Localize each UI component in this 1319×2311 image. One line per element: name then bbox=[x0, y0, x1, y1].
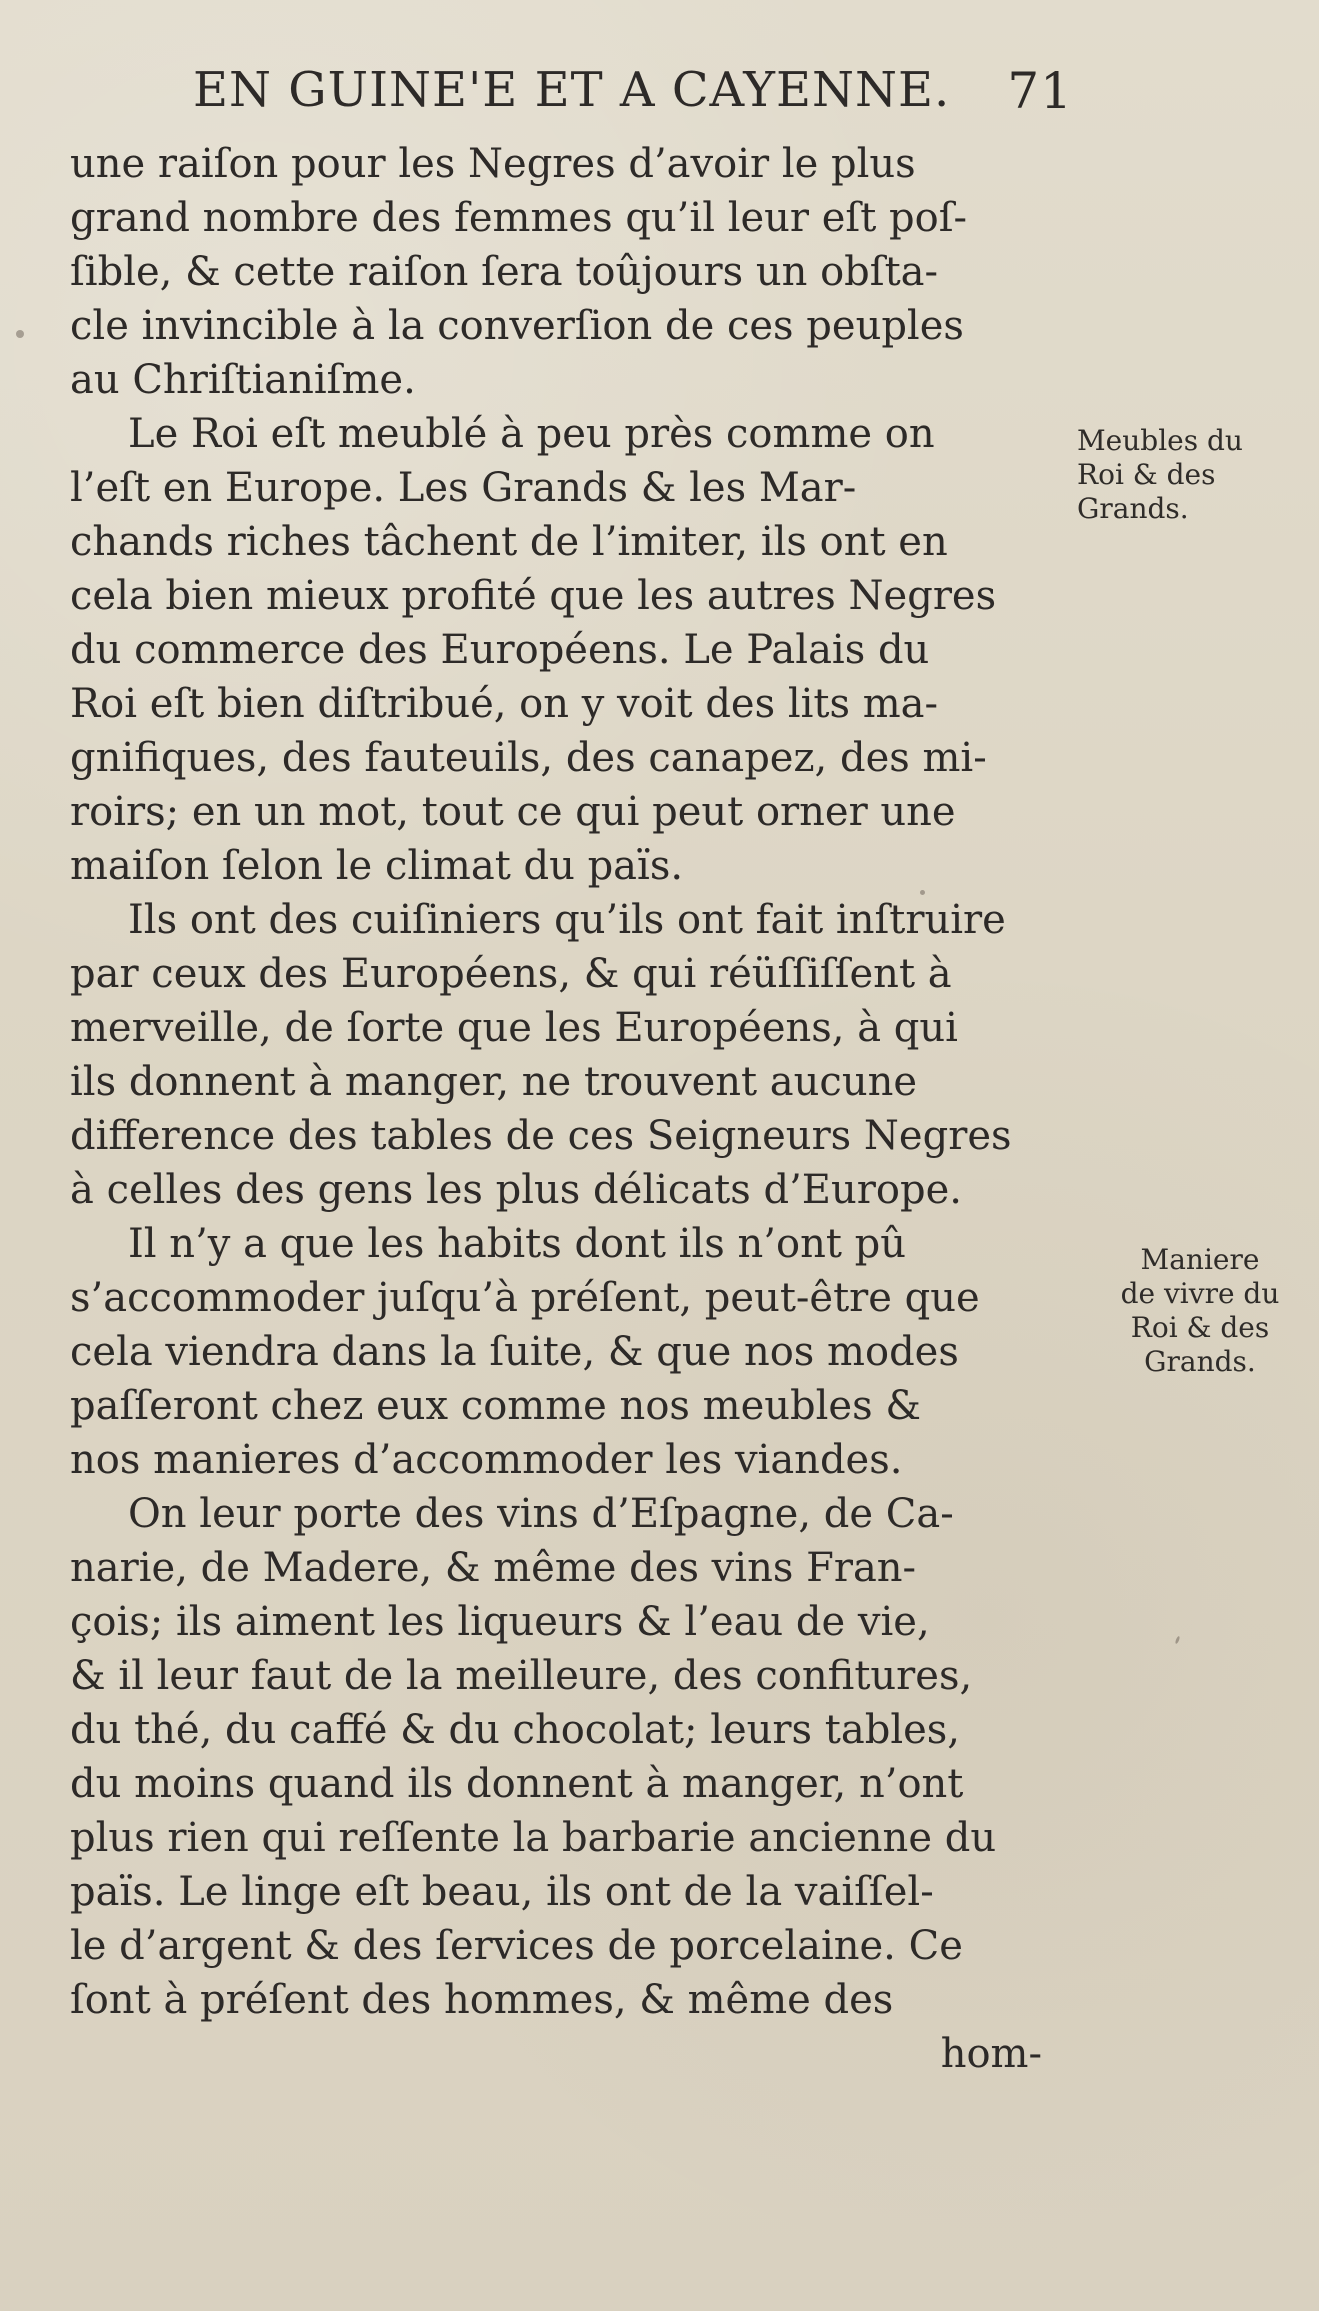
marginal-note-way-of-life bbox=[1100, 1243, 1300, 1379]
text-line: Le Roi eſt meublé à peu près comme on bbox=[128, 411, 935, 457]
text-line: difference des tables de ces Seigneurs Negres bbox=[70, 1113, 1012, 1159]
marginal-line: Roi & des bbox=[1077, 458, 1216, 491]
text-line: le d’argent & des ſervices de porcelaine. Ce bbox=[70, 1923, 963, 1969]
text-line: du thé, du caffé & du chocolat; leurs tables, bbox=[70, 1707, 961, 1753]
text-line: cela viendra dans la ſuite, & que nos modes bbox=[70, 1329, 959, 1375]
text-line: du commerce des Européens. Le Palais du bbox=[70, 627, 930, 673]
marginal-line: Grands. bbox=[1077, 492, 1189, 525]
text-line: au Chriſtianiſme. bbox=[70, 357, 416, 403]
text-line: narie, de Madere, & même des vins Fran- bbox=[70, 1545, 917, 1591]
text-line: plus rien qui reſſente la barbarie ancienne du bbox=[70, 1815, 997, 1861]
text-line: s’accommoder juſqu’à préſent, peut-être que bbox=[70, 1275, 980, 1321]
text-line: roirs; en un mot, tout ce qui peut orner une bbox=[70, 789, 956, 835]
marginal-line: Grands. bbox=[1144, 1345, 1256, 1378]
text-line: l’eſt en Europe. Les Grands & les Mar- bbox=[70, 465, 857, 511]
text-line: çois; ils aiment les liqueurs & l’eau de vie, bbox=[70, 1599, 930, 1645]
page-number: 71 bbox=[1007, 62, 1073, 120]
main-text bbox=[70, 137, 1064, 2081]
text-line: Il n’y a que les habits dont ils n’ont pû bbox=[128, 1221, 906, 1267]
text-line: cela bien mieux profité que les autres Negres bbox=[70, 573, 997, 619]
marginal-line: Roi & des bbox=[1130, 1311, 1270, 1344]
text-line: nos manieres d’accommoder les viandes. bbox=[70, 1437, 903, 1483]
text-line: une raiſon pour les Negres d’avoir le plus bbox=[70, 141, 916, 187]
text-line: merveille, de ſorte que les Européens, à qui bbox=[70, 1005, 958, 1051]
paper-speck bbox=[16, 330, 24, 338]
text-line: paſſeront chez eux comme nos meubles & bbox=[70, 1383, 921, 1429]
text-line: cle invincible à la converſion de ces peuples bbox=[70, 303, 964, 349]
marginal-note-furniture bbox=[1077, 424, 1297, 526]
marginal-line: Maniere bbox=[1140, 1243, 1260, 1276]
text-line: à celles des gens les plus délicats d’Europe. bbox=[70, 1167, 962, 1213]
text-line: chands riches tâchent de l’imiter, ils ont en bbox=[70, 519, 948, 565]
text-line: par ceux des Européens, & qui réüſſiſſent à bbox=[70, 951, 952, 997]
text-line: Ils ont des cuiſiniers qu’ils ont fait inſtruire bbox=[128, 897, 1006, 943]
text-line: & il leur faut de la meilleure, des confitures, bbox=[70, 1653, 973, 1699]
text-line: grand nombre des femmes qu’il leur eſt poſ- bbox=[70, 195, 968, 241]
paper-speck bbox=[1175, 1636, 1181, 1645]
text-line: païs. Le linge eſt beau, ils ont de la vaiſſel- bbox=[70, 1869, 934, 1915]
running-head bbox=[193, 62, 1073, 132]
text-line: ſible, & cette raiſon ſera toûjours un obſta- bbox=[70, 249, 939, 295]
text-line: ils donnent à manger, ne trouvent aucune bbox=[70, 1059, 918, 1105]
running-title: EN GUINE'E ET A CAYENNE. bbox=[193, 62, 951, 118]
text-line: gnifiques, des fauteuils, des canapez, des mi- bbox=[70, 735, 987, 781]
marginal-line: Meubles du bbox=[1077, 424, 1243, 457]
text-line: ſont à préſent des hommes, & même des bbox=[70, 1977, 894, 2023]
text-line: On leur porte des vins d’Eſpagne, de Ca- bbox=[128, 1491, 954, 1537]
marginal-line: de vivre du bbox=[1120, 1277, 1280, 1310]
catchword: hom- bbox=[940, 2031, 1042, 2077]
text-line: du moins quand ils donnent à manger, n’ont bbox=[70, 1761, 964, 1807]
text-line: Roi eſt bien diſtribué, on y voit des lits ma- bbox=[70, 681, 939, 727]
text-line: maiſon ſelon le climat du païs. bbox=[70, 843, 684, 889]
